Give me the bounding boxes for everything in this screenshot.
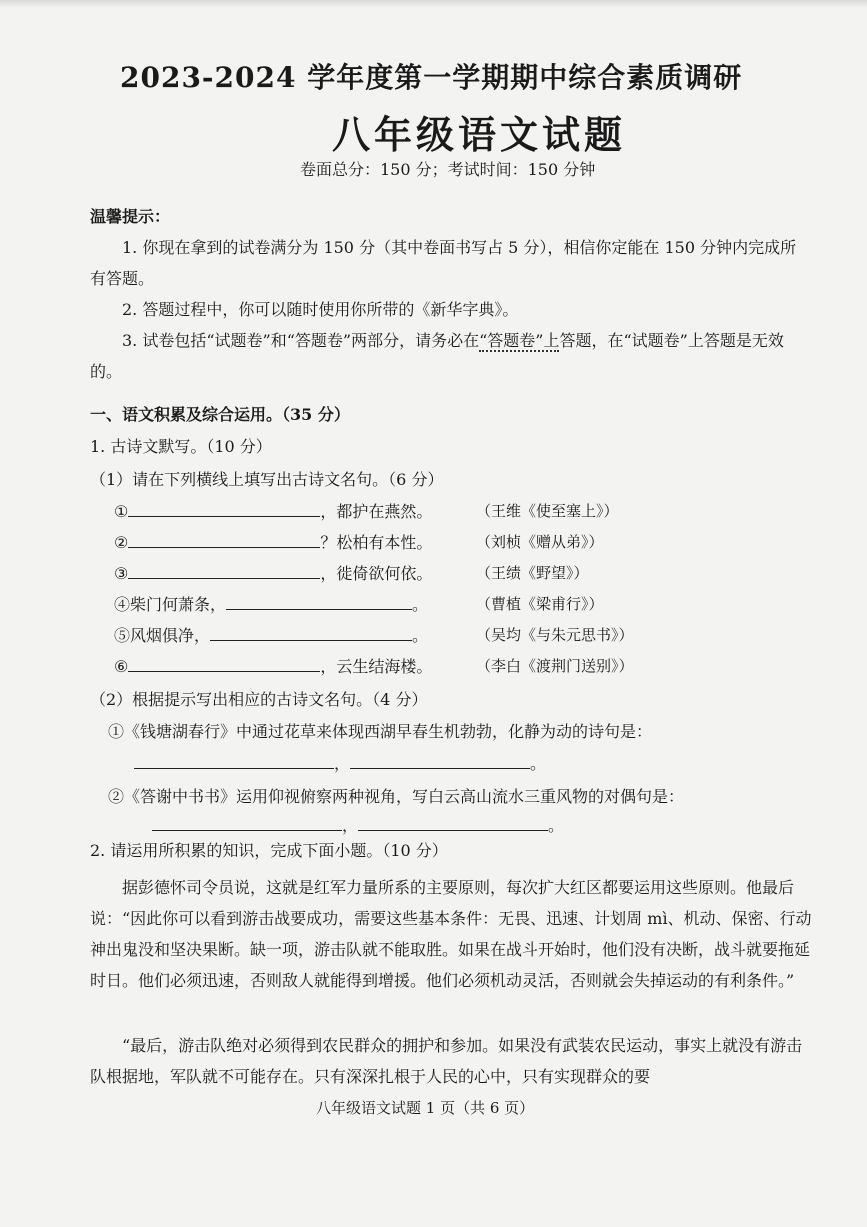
- tips-heading: 温馨提示：: [90, 207, 171, 226]
- answer-blank[interactable]: [226, 593, 412, 610]
- punctuation: 。: [548, 816, 565, 835]
- question-1-2-a: ①《钱塘湖春行》中通过花草来体现西湖早春生机勃勃，化静为动的诗句是：: [108, 722, 653, 741]
- tip-item-3-post: 答题，在“试题卷”上答题是无效的。: [90, 331, 784, 381]
- scan-edge: [0, 0, 867, 8]
- fill-line-6: [114, 654, 432, 677]
- answer-blank[interactable]: [210, 624, 412, 641]
- exam-title: 2023-2024 学年度第一学期期中综合素质调研: [120, 61, 743, 94]
- fill-line-num: ⑥: [114, 657, 129, 676]
- section-1-heading: 一、语文积累及综合运用。（35 分）: [90, 405, 350, 424]
- fill-line-text: 柴门何萧条，: [130, 595, 227, 614]
- answer-blank[interactable]: [350, 752, 530, 769]
- fill-line-text: ，云生结海楼。: [320, 657, 433, 676]
- reading-passage-2: “最后，游击队绝对必须得到农民群众的拥护和参加。如果没有武装农民运动，事实上就没有游击队根据地，军队就不可能存在。只有深深扎根于人民的心中，只有实现群众的要: [90, 1036, 803, 1086]
- question-1: 1. 古诗文默写。（10 分）: [90, 437, 272, 456]
- fill-line-text: ？松柏有本性。: [320, 533, 433, 552]
- question-1-2: （2）根据提示写出相应的古诗文名句。（4 分）: [90, 690, 428, 709]
- paper-meta: 卷面总分：150 分；考试时间：150 分钟: [300, 160, 596, 179]
- fill-line-source: （刘桢《赠从弟》）: [476, 533, 604, 551]
- fill-line-source: （李白《渡荆门送别》）: [476, 657, 634, 675]
- fill-line-5: [114, 623, 428, 646]
- fill-line-1: [114, 499, 432, 522]
- fill-line-source: （吴均《与朱元思书》）: [476, 626, 634, 644]
- tip-item-3-pre: 3. 试卷包括“试题卷”和“答题卷”两部分，请务必在: [122, 331, 480, 350]
- fill-line-2: [114, 530, 432, 553]
- answer-blank[interactable]: [134, 752, 334, 769]
- answer-line-1-2-b: [152, 813, 564, 836]
- fill-line-num: ⑤: [114, 626, 131, 645]
- fill-line-text: ，都护在燕然。: [320, 502, 433, 521]
- punctuation: 。: [530, 754, 547, 773]
- fill-line-num: ②: [114, 533, 129, 552]
- fill-line-num: ④: [114, 595, 131, 614]
- fill-line-source: （曹植《梁甫行》）: [476, 595, 604, 613]
- tip-item-3: [90, 325, 812, 387]
- answer-blank[interactable]: [128, 531, 320, 548]
- fill-line-3: [114, 561, 432, 584]
- question-1-2-b: ②《答谢中书书》运用仰视俯察两种视角，写白云高山流水三重风物的对偶句是：: [108, 787, 685, 806]
- answer-blank[interactable]: [152, 814, 342, 831]
- fill-line-text: ，徙倚欲何依。: [320, 564, 433, 583]
- answer-blank[interactable]: [128, 562, 320, 579]
- punctuation: ，: [334, 754, 351, 773]
- fill-line-num: ③: [114, 564, 129, 583]
- fill-line-source: （王维《使至塞上》）: [476, 502, 619, 520]
- fill-line-text: 风烟俱净，: [130, 626, 211, 645]
- tip-item-3-emphasis: “答题卷”上: [479, 331, 560, 350]
- tip-item-2: 2. 答题过程中，你可以随时使用你所带的《新华字典》。: [122, 300, 519, 319]
- tip-item-1: 1. 你现在拿到的试卷满分为 150 分（其中卷面书写占 5 分），相信你定能在 150 分钟内完成所有答题。: [90, 238, 797, 288]
- fill-line-num: ①: [114, 502, 129, 521]
- fill-line-text: 。: [412, 626, 429, 645]
- answer-blank[interactable]: [128, 655, 320, 672]
- question-2: 2. 请运用所积累的知识，完成下面小题。（10 分）: [90, 841, 448, 860]
- fill-line-4: [114, 592, 428, 615]
- fill-line-source: （王绩《野望》）: [476, 564, 589, 582]
- page-footer: 八年级语文试题 1 页（共 6 页）: [316, 1099, 535, 1117]
- paper-title: 八年级语文试题: [332, 112, 627, 157]
- answer-blank[interactable]: [358, 814, 548, 831]
- answer-line-1-2-a: [134, 751, 546, 774]
- answer-blank[interactable]: [128, 500, 320, 517]
- reading-passage-1: 据彭德怀司令员说，这就是红军力量所系的主要原则，每次扩大红区都要运用这些原则。他最后说：“因此你可以看到游击战要成功，需要这些基本条件：无畏、迅速、计划周 mì、机动、保密、行动神出鬼没和坚决果断。缺一项，游击队就不能取胜。如果在战斗开始时，他们没有决断，战斗就要拖延时日。他们必须迅速，否则敌人就能得到增援。他们必须机动灵活，否则就会失掉运动的有利条件。”: [90, 878, 812, 990]
- fill-line-text: 。: [412, 595, 429, 614]
- punctuation: ，: [342, 816, 359, 835]
- question-1-1: （1）请在下列横线上填写出古诗文名句。（6 分）: [90, 470, 444, 489]
